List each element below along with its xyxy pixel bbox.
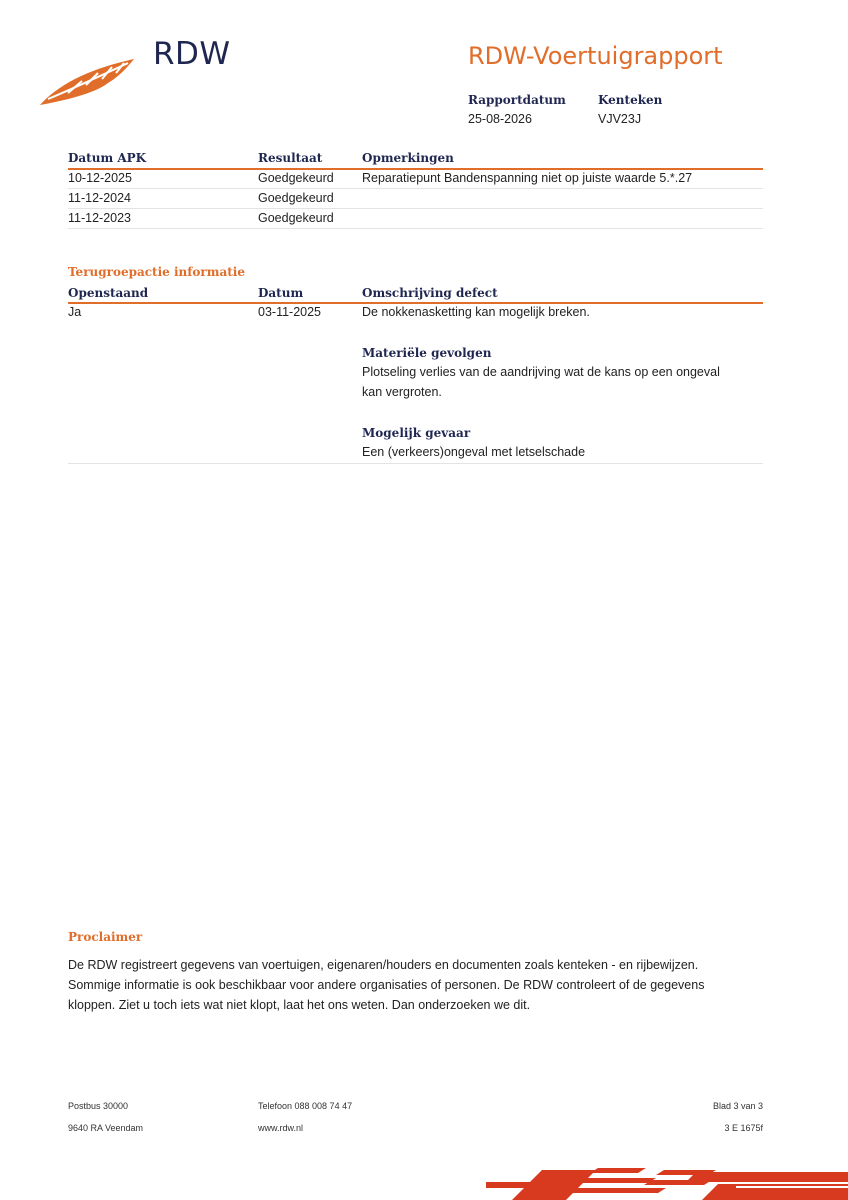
recall-header-divider [68, 302, 763, 304]
recall-date-value: 03-11-2025 [258, 305, 322, 319]
recall-col-date: Datum [258, 286, 304, 300]
recall-col-open: Openstaand [68, 286, 149, 300]
apk-col-remarks: Opmerkingen [362, 151, 454, 165]
report-title: RDW-Voertuigrapport [468, 42, 723, 70]
consequences-label: Materiële gevolgen [362, 346, 492, 360]
apk-row-result: Goedgekeurd [258, 191, 334, 205]
rdw-feather-logo-icon [38, 55, 138, 107]
recall-col-defect: Omschrijving defect [362, 286, 498, 300]
proclaimer-line-3: kloppen. Ziet u toch iets wat niet klopt, laat het ons weten. Dan onderzoeken we dit. [68, 998, 531, 1012]
row-divider [68, 208, 763, 209]
footer-address-2: 9640 RA Veendam [68, 1123, 144, 1133]
proclaimer-line-1: De RDW registreert gegevens van voertuigen, eigenaren/houders en documenten zoals kenteken - en rijbewijzen. [68, 958, 699, 972]
apk-col-result: Resultaat [258, 151, 323, 165]
recall-defect-value: De nokkenasketting kan mogelijk breken. [362, 305, 590, 319]
apk-row-date: 11-12-2024 [68, 191, 132, 205]
apk-row-result: Goedgekeurd [258, 211, 334, 225]
report-date-value: 25-08-2026 [468, 112, 532, 126]
footer-website[interactable]: www.rdw.nl [258, 1123, 304, 1133]
footer-code: 3 E 1675f [724, 1123, 763, 1133]
footer-phone: Telefoon 088 008 74 47 [258, 1101, 353, 1111]
consequences-line-2: kan vergroten. [362, 385, 442, 399]
plate-label: Kenteken [598, 93, 663, 107]
apk-row-date: 11-12-2023 [68, 211, 132, 225]
footer-page-number: Blad 3 van 3 [712, 1101, 763, 1111]
report-date-label: Rapportdatum [468, 93, 566, 107]
row-divider [68, 188, 763, 189]
row-divider [68, 228, 763, 229]
proclaimer-line-2: Sommige informatie is ook beschikbaar voor andere organisaties of personen. De RDW controleert of de gegevens [68, 978, 705, 992]
apk-row-remarks: Reparatiepunt Bandenspanning niet op juiste waarde 5.*.27 [362, 171, 693, 185]
apk-header-divider [68, 168, 763, 170]
apk-row-result: Goedgekeurd [258, 171, 334, 185]
recall-bottom-divider [68, 463, 763, 464]
danger-text: Een (verkeers)ongeval met letselschade [362, 445, 586, 459]
recall-section-title: Terugroepactie informatie [68, 265, 245, 279]
consequences-line-1: Plotseling verlies van de aandrijving wat de kans op een ongeval [362, 365, 720, 379]
apk-col-date: Datum APK [68, 151, 147, 165]
plate-value: VJV23J [598, 112, 642, 126]
recall-open-value: Ja [68, 305, 82, 319]
rdw-stripes-decoration-icon [486, 1160, 848, 1200]
proclaimer-title: Proclaimer [68, 930, 143, 944]
footer-address-1: Postbus 30000 [68, 1101, 129, 1111]
apk-row-date: 10-12-2025 [68, 171, 132, 185]
danger-label: Mogelijk gevaar [362, 426, 471, 440]
brand-name: RDW [153, 36, 231, 72]
